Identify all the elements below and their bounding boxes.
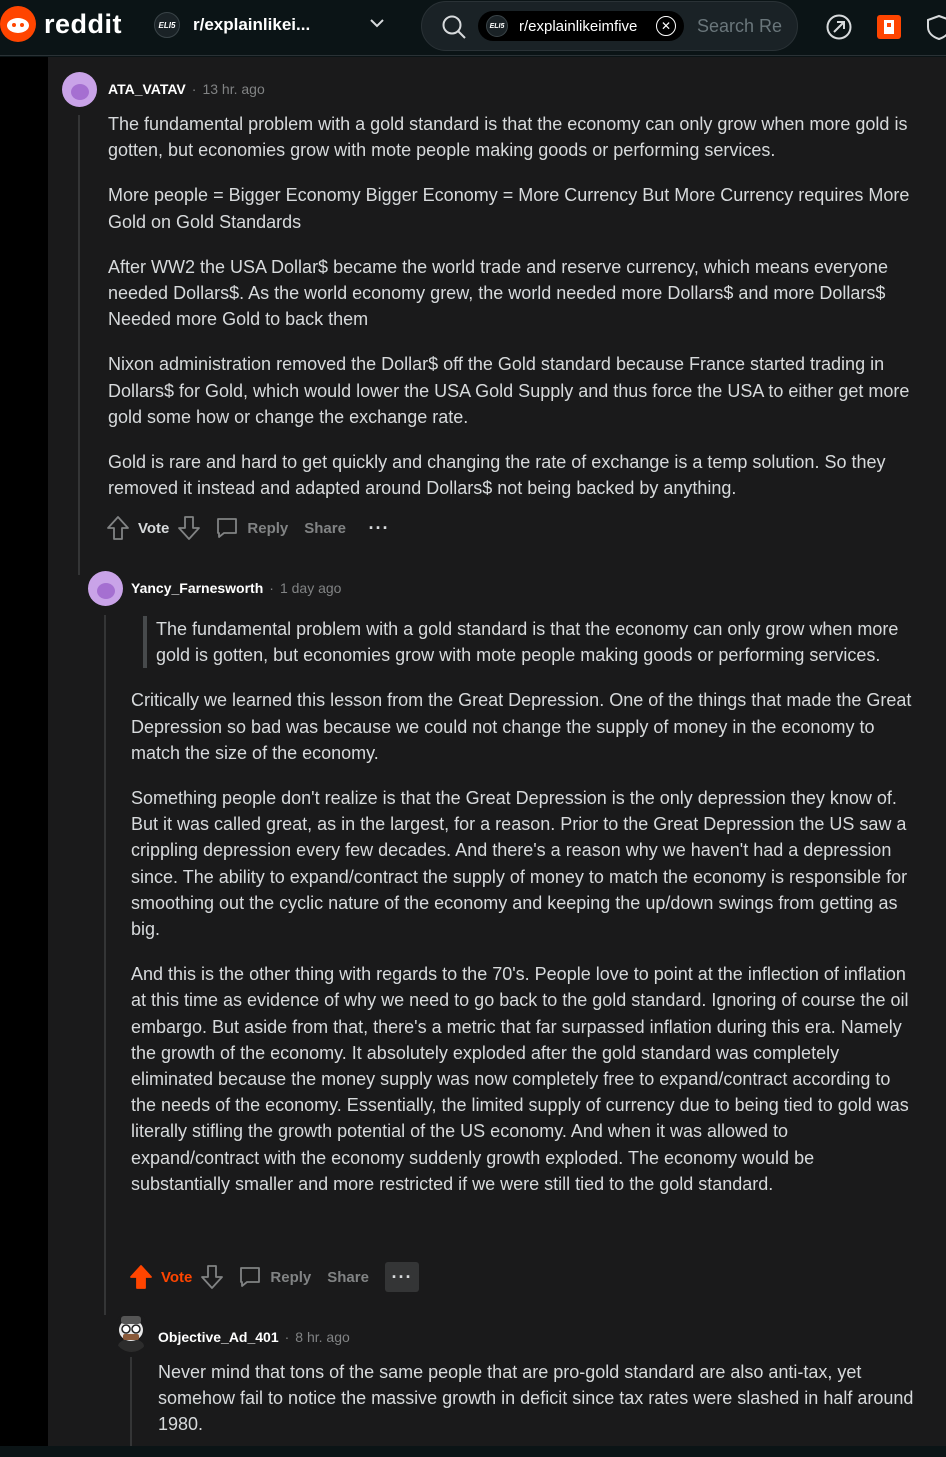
- more-options-button[interactable]: ···: [385, 1262, 419, 1292]
- comment-paragraph: Critically we learned this lesson from the Great Depression. One of the things that made the Great Depression so bad was because we could not change the supply of money in the economy to match the size of the economy.: [131, 690, 912, 763]
- downvote-icon[interactable]: [177, 515, 201, 541]
- avatar[interactable]: [113, 1312, 150, 1352]
- blockquote: The fundamental problem with a gold standard is that the economy can only grow when more gold is gotten, but economies grow with mote people making goods or performing services.: [143, 616, 917, 668]
- share-button[interactable]: Share: [327, 1268, 369, 1286]
- top-navigation-bar: [0, 0, 946, 56]
- avatar[interactable]: [62, 72, 97, 107]
- reddit-logo[interactable]: [0, 6, 122, 42]
- search-scope-chip: [478, 11, 684, 41]
- reddit-snoo-icon: [0, 6, 36, 42]
- close-icon[interactable]: ✕: [656, 16, 676, 36]
- vote-label: Vote: [138, 519, 170, 537]
- share-button[interactable]: Share: [304, 519, 346, 537]
- comment-author[interactable]: Yancy_Farnesworth: [131, 580, 264, 596]
- comment-meta: Objective_Ad_401 · 8 hr. ago: [158, 1329, 350, 1345]
- comment-paragraph: More people = Bigger Economy Bigger Economy = More Currency But More Currency requires More Gold on Gold Standards: [108, 185, 910, 232]
- reply-label: Reply: [247, 519, 289, 537]
- avatar[interactable]: [88, 571, 123, 606]
- subreddit-switcher[interactable]: [154, 12, 310, 38]
- reply-button[interactable]: [215, 516, 288, 540]
- reddit-wordmark: reddit: [44, 8, 123, 39]
- comment-timestamp[interactable]: 8 hr. ago: [295, 1329, 350, 1345]
- comment-paragraph: Never mind that tons of the same people that are pro-gold standard are also anti-tax, yet somehow fail to notice the massive growth in deficit since tax rates were slashed in half around 1980.: [158, 1362, 914, 1435]
- comment-author[interactable]: ATA_VATAV: [108, 81, 186, 97]
- upvote-icon[interactable]: [129, 1264, 153, 1290]
- comment-paragraph: After WW2 the USA Dollar$ became the world trade and reserve currency, which means everyone needed Dollars$. As the world economy grew, the world needed more Dollars$ and more Dollars$ Needed more Gold to back them: [108, 256, 889, 330]
- snoo-avatar-icon: [113, 1312, 150, 1352]
- more-options-button[interactable]: ···: [368, 517, 390, 538]
- comment-timestamp[interactable]: 13 hr. ago: [202, 81, 265, 97]
- subreddit-name: r/explainlikei...: [193, 15, 311, 34]
- search-scope-label: r/explainlikeimfive: [519, 17, 638, 35]
- thread-line[interactable]: [130, 1357, 132, 1446]
- upvote-icon[interactable]: [106, 515, 130, 541]
- search-placeholder: Search Re: [697, 16, 783, 36]
- downvote-icon[interactable]: [200, 1264, 224, 1290]
- comment-paragraph: Nixon administration removed the Dollar$ off the Gold standard because France started trading in Dollars$ for Gold, which would lower the USA Gold Supply and thus force the USA to either get more gold some how or change the exchange rate.: [108, 354, 910, 427]
- shield-icon[interactable]: [925, 13, 946, 41]
- comment-bubble-icon: [238, 1265, 262, 1289]
- comment-body: [108, 111, 918, 520]
- subreddit-icon: ELI5: [154, 12, 180, 38]
- left-gutter: [0, 57, 48, 1446]
- comment-paragraph: Gold is rare and hard to get quickly and changing the rate of exchange is a temp solution. So they removed it instead and adapted around Dollars$ not being backed by anything.: [108, 452, 886, 499]
- popular-arrow-icon[interactable]: [825, 13, 853, 41]
- comment-meta: Yancy_Farnesworth · 1 day ago: [131, 580, 342, 596]
- comment-paragraph: The fundamental problem with a gold standard is that the economy can only grow when more gold is gotten, but economies grow with mote people making goods or performing services.: [108, 114, 908, 161]
- comment-actions: [106, 513, 396, 543]
- search-bar[interactable]: [421, 1, 798, 51]
- comment-paragraph: Something people don't realize is that the Great Depression is the only depression they know of. But it was called great, as in the largest, for a reason. Prior to the Great Depression the US saw a crippling depression every few decades. And there's a reason why we haven't had a depression since. The ability to expand/contract the supply of money to match the economy is responsible for smoothing out the cyclic nature of the economy and keeping the up/down swings from getting as big.: [131, 788, 908, 940]
- comment-body: [158, 1359, 918, 1457]
- advertise-icon[interactable]: [875, 13, 903, 41]
- comment-meta: ATA_VATAV · 13 hr. ago: [108, 81, 265, 97]
- reply-label: Reply: [270, 1268, 312, 1286]
- comment-actions: [129, 1262, 419, 1292]
- subreddit-chip-icon: ELI5: [486, 15, 508, 37]
- search-icon: [441, 14, 467, 40]
- vote-label: Vote: [161, 1268, 193, 1286]
- comment-thread: [48, 57, 946, 1446]
- thread-line[interactable]: [78, 115, 80, 575]
- chevron-down-icon[interactable]: [370, 16, 384, 30]
- comment-bubble-icon: [215, 516, 239, 540]
- reply-button[interactable]: [238, 1265, 311, 1289]
- thread-line[interactable]: [104, 615, 106, 1315]
- comment-body: [131, 616, 917, 1216]
- comment-paragraph: And this is the other thing with regards to the 70's. People love to point at the inflection of inflation at this time as evidence of why we need to go back to the gold standard. Ignoring of course the oil embargo. But aside from that, there's a metric that far surpassed inflation during this era. Namely the growth of the economy. It absolutely exploded after the gold standard was completely eliminated because the money supply was now completely free to expand/contract according to the needs of the economy. Essentially, the limited supply of currency due to being tied to gold was literally stifling the growth potential of the US economy. And when it was allowed to expand/contract with the economy suddenly growth exploded. The economy would be substantially smaller and more restricted if we were still tied to the gold standard.: [131, 964, 909, 1194]
- comment-author[interactable]: Objective_Ad_401: [158, 1329, 279, 1345]
- comment-timestamp[interactable]: 1 day ago: [279, 580, 342, 596]
